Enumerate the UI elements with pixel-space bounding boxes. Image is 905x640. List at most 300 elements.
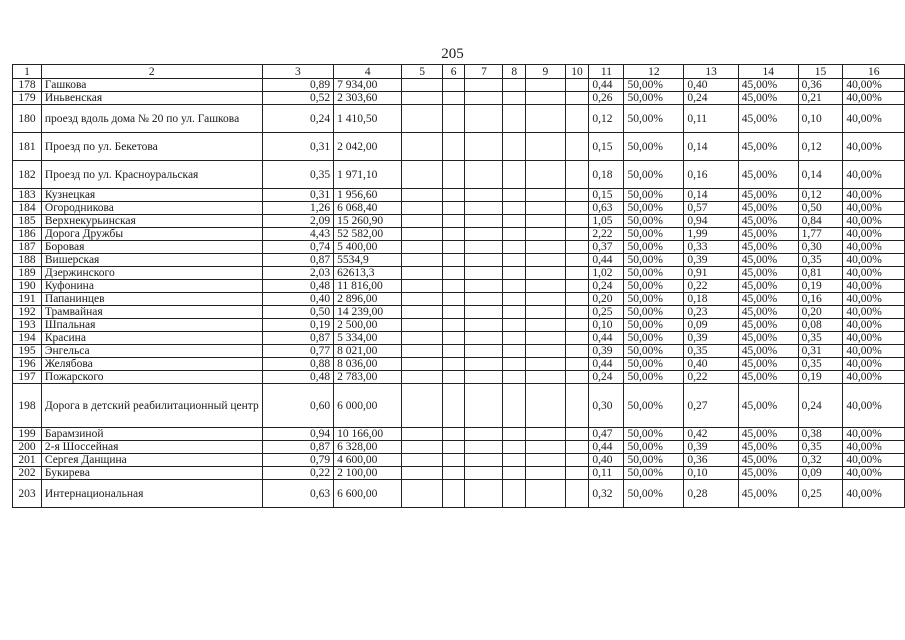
empty-cell [442, 454, 465, 467]
empty-cell [526, 280, 566, 293]
cell-c15: 0,09 [798, 467, 843, 480]
table-row [13, 467, 905, 480]
empty-cell [465, 105, 503, 133]
cell-c14: 45,00% [738, 92, 798, 105]
cell-c12: 50,00% [624, 79, 684, 92]
empty-cell [565, 79, 589, 92]
empty-cell [402, 105, 442, 133]
cell-c14: 45,00% [738, 371, 798, 384]
cell-c11: 0,44 [589, 358, 624, 371]
empty-cell [503, 441, 526, 454]
table-row [13, 428, 905, 441]
empty-cell [402, 161, 442, 189]
cell-c16: 40,00% [843, 133, 905, 161]
cell-c14: 45,00% [738, 228, 798, 241]
cell-n: 188 [13, 254, 42, 267]
cell-name: 2-я Шоссейная [41, 441, 262, 454]
cell-c16: 40,00% [843, 384, 905, 428]
empty-cell [442, 202, 465, 215]
empty-cell [565, 332, 589, 345]
column-header: 3 [262, 65, 333, 79]
cell-c12: 50,00% [624, 428, 684, 441]
cell-c16: 40,00% [843, 332, 905, 345]
empty-cell [442, 254, 465, 267]
column-header: 4 [334, 65, 402, 79]
table-row [13, 319, 905, 332]
cell-name: Шпальная [41, 319, 262, 332]
cell-c16: 40,00% [843, 358, 905, 371]
cell-c16: 40,00% [843, 280, 905, 293]
cell-c11: 0,11 [589, 467, 624, 480]
cell-c16: 40,00% [843, 241, 905, 254]
table-row [13, 202, 905, 215]
empty-cell [503, 189, 526, 202]
cell-n: 192 [13, 306, 42, 319]
cell-c3: 0,24 [262, 105, 333, 133]
cell-n: 187 [13, 241, 42, 254]
cell-c11: 0,37 [589, 241, 624, 254]
empty-cell [465, 280, 503, 293]
table-row [13, 480, 905, 508]
cell-c14: 45,00% [738, 441, 798, 454]
empty-cell [565, 441, 589, 454]
empty-cell [465, 293, 503, 306]
empty-cell [503, 202, 526, 215]
empty-cell [565, 345, 589, 358]
cell-c3: 0,88 [262, 358, 333, 371]
cell-c4: 4 600,00 [334, 454, 402, 467]
cell-c13: 0,91 [684, 267, 738, 280]
empty-cell [402, 467, 442, 480]
page-number: 205 [441, 46, 464, 62]
cell-c14: 45,00% [738, 161, 798, 189]
table-row [13, 161, 905, 189]
empty-cell [402, 306, 442, 319]
cell-c11: 0,40 [589, 454, 624, 467]
cell-name: Красина [41, 332, 262, 345]
cell-name: Дзержинского [41, 267, 262, 280]
empty-cell [442, 267, 465, 280]
cell-c11: 0,15 [589, 133, 624, 161]
empty-cell [465, 371, 503, 384]
table-row [13, 241, 905, 254]
cell-c16: 40,00% [843, 306, 905, 319]
empty-cell [402, 267, 442, 280]
cell-c15: 0,35 [798, 254, 843, 267]
empty-cell [503, 105, 526, 133]
cell-c15: 0,19 [798, 280, 843, 293]
cell-name: Кузнецкая [41, 189, 262, 202]
empty-cell [402, 293, 442, 306]
cell-c15: 0,12 [798, 189, 843, 202]
cell-c12: 50,00% [624, 441, 684, 454]
empty-cell [526, 345, 566, 358]
cell-c4: 2 042,00 [334, 133, 402, 161]
cell-name: Вишерская [41, 254, 262, 267]
cell-c12: 50,00% [624, 241, 684, 254]
cell-c4: 6 068,40 [334, 202, 402, 215]
cell-c11: 0,10 [589, 319, 624, 332]
empty-cell [465, 428, 503, 441]
cell-name: Дорога Дружбы [41, 228, 262, 241]
empty-cell [465, 189, 503, 202]
cell-c13: 0,10 [684, 467, 738, 480]
cell-name: Боровая [41, 241, 262, 254]
empty-cell [465, 358, 503, 371]
cell-n: 185 [13, 215, 42, 228]
cell-c15: 0,32 [798, 454, 843, 467]
cell-c13: 0,09 [684, 319, 738, 332]
cell-c14: 45,00% [738, 306, 798, 319]
cell-n: 181 [13, 133, 42, 161]
empty-cell [465, 384, 503, 428]
empty-cell [526, 161, 566, 189]
empty-cell [565, 241, 589, 254]
empty-cell [442, 161, 465, 189]
cell-c3: 0,35 [262, 161, 333, 189]
empty-cell [503, 345, 526, 358]
empty-cell [503, 480, 526, 508]
empty-cell [442, 371, 465, 384]
cell-c14: 45,00% [738, 384, 798, 428]
empty-cell [526, 92, 566, 105]
empty-cell [442, 358, 465, 371]
cell-c12: 50,00% [624, 105, 684, 133]
cell-c16: 40,00% [843, 267, 905, 280]
empty-cell [465, 79, 503, 92]
empty-cell [402, 345, 442, 358]
cell-c12: 50,00% [624, 133, 684, 161]
cell-c11: 0,24 [589, 371, 624, 384]
empty-cell [402, 189, 442, 202]
empty-cell [503, 228, 526, 241]
cell-c4: 2 500,00 [334, 319, 402, 332]
cell-c3: 0,87 [262, 332, 333, 345]
cell-c13: 0,36 [684, 454, 738, 467]
empty-cell [565, 371, 589, 384]
cell-c14: 45,00% [738, 133, 798, 161]
empty-cell [442, 384, 465, 428]
empty-cell [442, 480, 465, 508]
column-header: 14 [738, 65, 798, 79]
empty-cell [503, 358, 526, 371]
cell-c11: 0,30 [589, 384, 624, 428]
cell-name: Иньвенская [41, 92, 262, 105]
cell-c15: 0,35 [798, 332, 843, 345]
empty-cell [465, 441, 503, 454]
cell-c11: 0,15 [589, 189, 624, 202]
empty-cell [526, 254, 566, 267]
cell-c13: 0,16 [684, 161, 738, 189]
cell-c11: 0,24 [589, 280, 624, 293]
empty-cell [526, 441, 566, 454]
empty-cell [465, 454, 503, 467]
cell-n: 180 [13, 105, 42, 133]
cell-name: Верхнекурьинская [41, 215, 262, 228]
column-header: 15 [798, 65, 843, 79]
empty-cell [565, 254, 589, 267]
empty-cell [442, 467, 465, 480]
cell-name: Пожарского [41, 371, 262, 384]
empty-cell [402, 454, 442, 467]
cell-c15: 0,12 [798, 133, 843, 161]
table-row [13, 105, 905, 133]
table-row [13, 371, 905, 384]
cell-c4: 2 783,00 [334, 371, 402, 384]
table-row [13, 332, 905, 345]
cell-c15: 0,50 [798, 202, 843, 215]
table-row [13, 267, 905, 280]
cell-c12: 50,00% [624, 280, 684, 293]
cell-c4: 1 956,60 [334, 189, 402, 202]
cell-c4: 2 896,00 [334, 293, 402, 306]
cell-name: Проезд по ул. Бекетова [41, 133, 262, 161]
empty-cell [526, 358, 566, 371]
cell-c12: 50,00% [624, 267, 684, 280]
cell-c13: 1,99 [684, 228, 738, 241]
cell-c12: 50,00% [624, 92, 684, 105]
cell-c4: 1 971,10 [334, 161, 402, 189]
cell-c14: 45,00% [738, 215, 798, 228]
cell-c4: 2 100,00 [334, 467, 402, 480]
cell-c15: 1,77 [798, 228, 843, 241]
cell-c14: 45,00% [738, 319, 798, 332]
cell-c13: 0,24 [684, 92, 738, 105]
cell-c13: 0,18 [684, 293, 738, 306]
column-header: 1 [13, 65, 42, 79]
cell-c14: 45,00% [738, 189, 798, 202]
cell-c11: 0,63 [589, 202, 624, 215]
cell-n: 186 [13, 228, 42, 241]
empty-cell [503, 428, 526, 441]
empty-cell [465, 133, 503, 161]
empty-cell [526, 105, 566, 133]
empty-cell [526, 202, 566, 215]
empty-cell [465, 215, 503, 228]
cell-c3: 0,22 [262, 467, 333, 480]
empty-cell [402, 241, 442, 254]
empty-cell [526, 79, 566, 92]
empty-cell [526, 215, 566, 228]
empty-cell [565, 467, 589, 480]
cell-n: 179 [13, 92, 42, 105]
empty-cell [565, 215, 589, 228]
cell-n: 191 [13, 293, 42, 306]
table-row [13, 228, 905, 241]
empty-cell [565, 319, 589, 332]
cell-c3: 0,40 [262, 293, 333, 306]
cell-c11: 0,26 [589, 92, 624, 105]
empty-cell [526, 267, 566, 280]
table-row [13, 133, 905, 161]
empty-cell [565, 358, 589, 371]
empty-cell [526, 332, 566, 345]
column-header: 10 [565, 65, 589, 79]
cell-c13: 0,23 [684, 306, 738, 319]
cell-c4: 5 400,00 [334, 241, 402, 254]
empty-cell [503, 467, 526, 480]
empty-cell [442, 280, 465, 293]
cell-c15: 0,35 [798, 441, 843, 454]
cell-c12: 50,00% [624, 189, 684, 202]
column-header: 6 [442, 65, 465, 79]
empty-cell [465, 345, 503, 358]
column-header: 11 [589, 65, 624, 79]
empty-cell [503, 280, 526, 293]
empty-cell [526, 371, 566, 384]
empty-cell [442, 241, 465, 254]
empty-cell [503, 254, 526, 267]
empty-cell [402, 384, 442, 428]
cell-c13: 0,33 [684, 241, 738, 254]
table-row [13, 280, 905, 293]
empty-cell [503, 371, 526, 384]
cell-c15: 0,81 [798, 267, 843, 280]
column-header: 13 [684, 65, 738, 79]
cell-c16: 40,00% [843, 161, 905, 189]
cell-c15: 0,21 [798, 92, 843, 105]
cell-n: 189 [13, 267, 42, 280]
empty-cell [526, 319, 566, 332]
table-row [13, 189, 905, 202]
cell-c15: 0,30 [798, 241, 843, 254]
empty-cell [442, 319, 465, 332]
cell-c4: 14 239,00 [334, 306, 402, 319]
empty-cell [402, 358, 442, 371]
empty-cell [402, 371, 442, 384]
cell-c4: 52 582,00 [334, 228, 402, 241]
empty-cell [503, 306, 526, 319]
table-row [13, 358, 905, 371]
cell-c14: 45,00% [738, 345, 798, 358]
cell-n: 194 [13, 332, 42, 345]
cell-c3: 0,89 [262, 79, 333, 92]
cell-c3: 2,03 [262, 267, 333, 280]
cell-c16: 40,00% [843, 105, 905, 133]
empty-cell [465, 306, 503, 319]
empty-cell [565, 306, 589, 319]
cell-c3: 0,50 [262, 306, 333, 319]
cell-c11: 2,22 [589, 228, 624, 241]
cell-c12: 50,00% [624, 319, 684, 332]
cell-c16: 40,00% [843, 480, 905, 508]
cell-c3: 0,48 [262, 371, 333, 384]
column-header: 7 [465, 65, 503, 79]
empty-cell [565, 280, 589, 293]
cell-name: Энгельса [41, 345, 262, 358]
cell-c15: 0,16 [798, 293, 843, 306]
empty-cell [526, 189, 566, 202]
empty-cell [442, 345, 465, 358]
column-header: 16 [843, 65, 905, 79]
empty-cell [503, 92, 526, 105]
table-body [13, 79, 905, 508]
cell-c4: 8 021,00 [334, 345, 402, 358]
empty-cell [565, 480, 589, 508]
empty-cell [402, 79, 442, 92]
cell-n: 193 [13, 319, 42, 332]
cell-c3: 0,60 [262, 384, 333, 428]
empty-cell [442, 133, 465, 161]
empty-cell [402, 480, 442, 508]
cell-c13: 0,35 [684, 345, 738, 358]
empty-cell [565, 267, 589, 280]
cell-c11: 1,05 [589, 215, 624, 228]
empty-cell [402, 441, 442, 454]
empty-cell [465, 467, 503, 480]
cell-c11: 0,44 [589, 254, 624, 267]
cell-c12: 50,00% [624, 467, 684, 480]
empty-cell [526, 228, 566, 241]
empty-cell [402, 254, 442, 267]
cell-c16: 40,00% [843, 319, 905, 332]
table-row [13, 92, 905, 105]
cell-c15: 0,35 [798, 358, 843, 371]
cell-c14: 45,00% [738, 332, 798, 345]
empty-cell [402, 228, 442, 241]
empty-cell [465, 480, 503, 508]
empty-cell [503, 161, 526, 189]
cell-c12: 50,00% [624, 480, 684, 508]
empty-cell [442, 428, 465, 441]
empty-cell [465, 319, 503, 332]
cell-c12: 50,00% [624, 228, 684, 241]
cell-c3: 0,48 [262, 280, 333, 293]
cell-c4: 5 334,00 [334, 332, 402, 345]
cell-c3: 0,31 [262, 189, 333, 202]
table-row [13, 345, 905, 358]
cell-c11: 0,32 [589, 480, 624, 508]
cell-n: 202 [13, 467, 42, 480]
cell-c11: 0,44 [589, 332, 624, 345]
empty-cell [526, 428, 566, 441]
empty-cell [465, 254, 503, 267]
header-row [13, 65, 905, 79]
cell-n: 203 [13, 480, 42, 508]
empty-cell [402, 332, 442, 345]
cell-c13: 0,39 [684, 254, 738, 267]
table-row [13, 293, 905, 306]
empty-cell [442, 105, 465, 133]
cell-c3: 1,26 [262, 202, 333, 215]
cell-c14: 45,00% [738, 293, 798, 306]
cell-c15: 0,08 [798, 319, 843, 332]
empty-cell [503, 267, 526, 280]
cell-c15: 0,14 [798, 161, 843, 189]
empty-cell [565, 202, 589, 215]
cell-name: Папанинцев [41, 293, 262, 306]
empty-cell [442, 79, 465, 92]
cell-c4: 10 166,00 [334, 428, 402, 441]
cell-c13: 0,57 [684, 202, 738, 215]
cell-c16: 40,00% [843, 467, 905, 480]
cell-c11: 0,44 [589, 441, 624, 454]
empty-cell [465, 161, 503, 189]
empty-cell [465, 267, 503, 280]
cell-n: 198 [13, 384, 42, 428]
empty-cell [465, 202, 503, 215]
cell-c14: 45,00% [738, 467, 798, 480]
cell-c11: 0,12 [589, 105, 624, 133]
cell-c4: 6 600,00 [334, 480, 402, 508]
empty-cell [503, 384, 526, 428]
cell-c15: 0,24 [798, 384, 843, 428]
cell-c15: 0,38 [798, 428, 843, 441]
empty-cell [442, 293, 465, 306]
cell-c12: 50,00% [624, 345, 684, 358]
cell-c14: 45,00% [738, 202, 798, 215]
empty-cell [565, 454, 589, 467]
